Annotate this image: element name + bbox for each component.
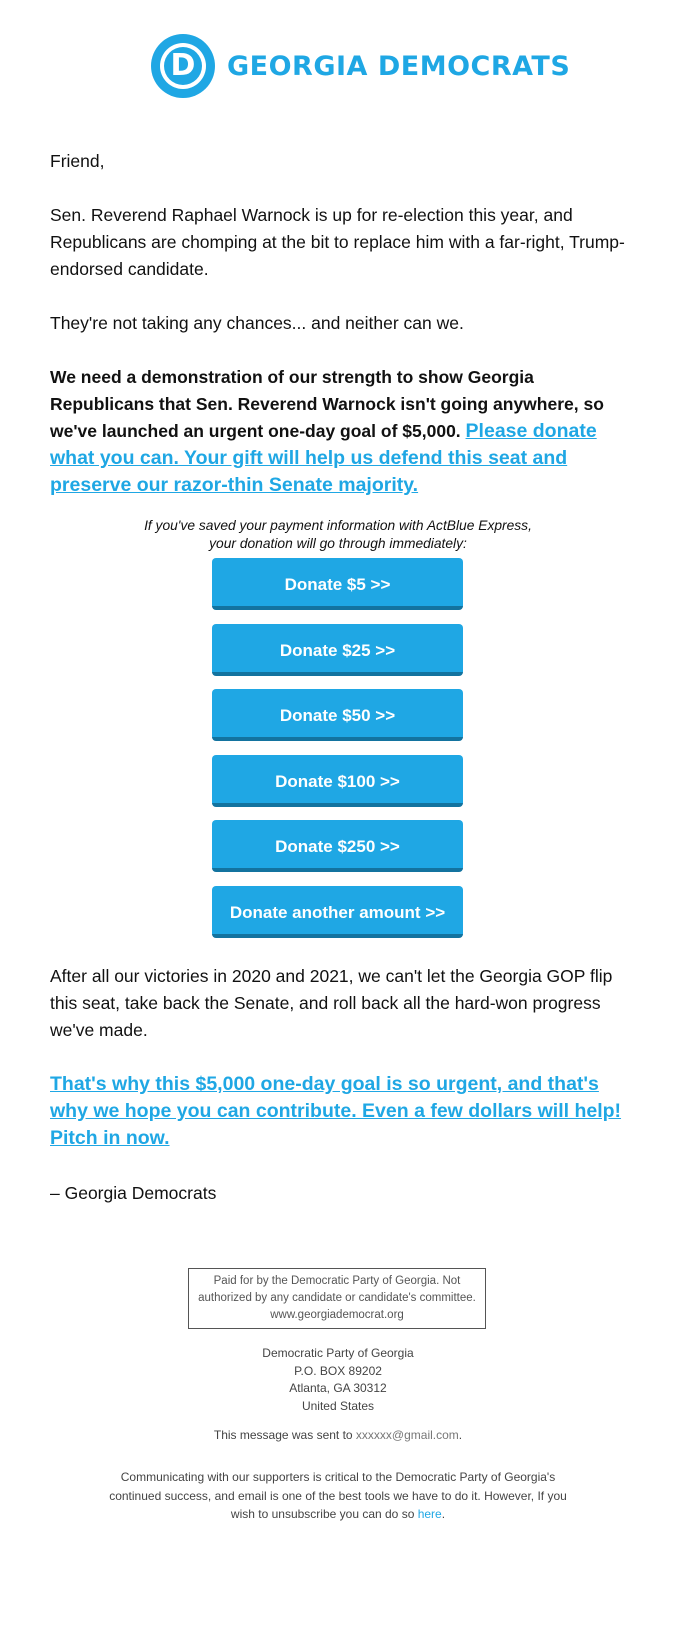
- paragraph-3-bold: We need a demonstration of our strength to show Georgia Republicans that Sen. Reverend Warnock isn't going anywhere, so we've launched an urgent one-day goal of $5,000.: [50, 367, 604, 441]
- sent-prefix: This message was sent to: [213, 1428, 356, 1442]
- donate-5-button[interactable]: Donate $5 >>: [212, 558, 463, 610]
- donate-250-button[interactable]: Donate $250 >>: [212, 820, 463, 872]
- donate-other-amount-button[interactable]: Donate another amount >>: [212, 886, 463, 938]
- donate-text-link[interactable]: Please donate what you can. Your gift will help us defend this seat and preserve our razor-thin Senate majority.: [50, 420, 597, 496]
- paragraph-3: [50, 364, 630, 499]
- actblue-note: [100, 517, 576, 553]
- paragraph-1: Sen. Reverend Raphael Warnock is up for re-election this year, and Republicans are chomping at the bit to replace him with a far-right, Trump-endorsed candidate.: [50, 205, 625, 279]
- logo-text: GEORGIA DEMOCRATS: [227, 50, 571, 82]
- city-state-zip: Atlanta, GA 30312: [289, 1381, 387, 1395]
- paid-for-disclaimer: [188, 1268, 486, 1329]
- disclaimer-url-link[interactable]: www.georgiademocrat.org: [270, 1309, 404, 1321]
- signoff: – Georgia Democrats: [50, 1183, 217, 1203]
- po-box: P.O. BOX 89202: [294, 1363, 382, 1378]
- actblue-note-line-2: your donation will go through immediately:: [209, 536, 467, 551]
- pitch-in-link[interactable]: That's why this $5,000 one-day goal is so urgent, and that's why we hope you can contribute. Even a few dollars will help! Pitch in now.: [50, 1073, 622, 1149]
- donate-25-button[interactable]: Donate $25 >>: [212, 624, 463, 676]
- donate-50-button[interactable]: Donate $50 >>: [212, 689, 463, 741]
- disclaimer-line-2: authorized by any candidate or candidate's committee.: [198, 1292, 476, 1304]
- democrats-d-icon: [151, 34, 215, 98]
- disclaimer-line-1: Paid for by the Democratic Party of Georgia. Not: [213, 1275, 461, 1287]
- donate-100-button[interactable]: Donate $100 >>: [212, 755, 463, 807]
- recipient-email: xxxxxx@gmail.com: [355, 1428, 459, 1442]
- paragraph-4: After all our victories in 2020 and 2021, we can't let the Georgia GOP flip this seat, take back the Senate, and roll back all the hard-won progress we've made.: [50, 966, 613, 1040]
- unsubscribe-link[interactable]: here: [417, 1507, 442, 1521]
- unsubscribe-text: Communicating with our supporters is critical to the Democratic Party of Georgia's continued success, and email is one of the best tools we have to do it. However, If you wish to unsubscribe you can do so: [109, 1470, 567, 1521]
- paragraph-2: They're not taking any chances... and neither can we.: [50, 313, 464, 333]
- greeting: Friend,: [50, 151, 105, 171]
- mailing-address: [150, 1345, 526, 1415]
- logo[interactable]: [151, 34, 570, 98]
- org-name: Democratic Party of Georgia: [262, 1346, 414, 1360]
- actblue-note-line-1: If you've saved your payment information with ActBlue Express,: [144, 518, 532, 533]
- sent-to-notice: This message was sent to xxxxxx@gmail.com.: [213, 1428, 463, 1442]
- country: United States: [301, 1398, 375, 1413]
- logo-letter: D: [164, 47, 202, 85]
- unsubscribe-notice: Communicating with our supporters is critical to the Democratic Party of Georgia's continued success, and email is one of the best tools we have to do it. However, If you wish to unsubscribe you can do so here.: [109, 1470, 567, 1521]
